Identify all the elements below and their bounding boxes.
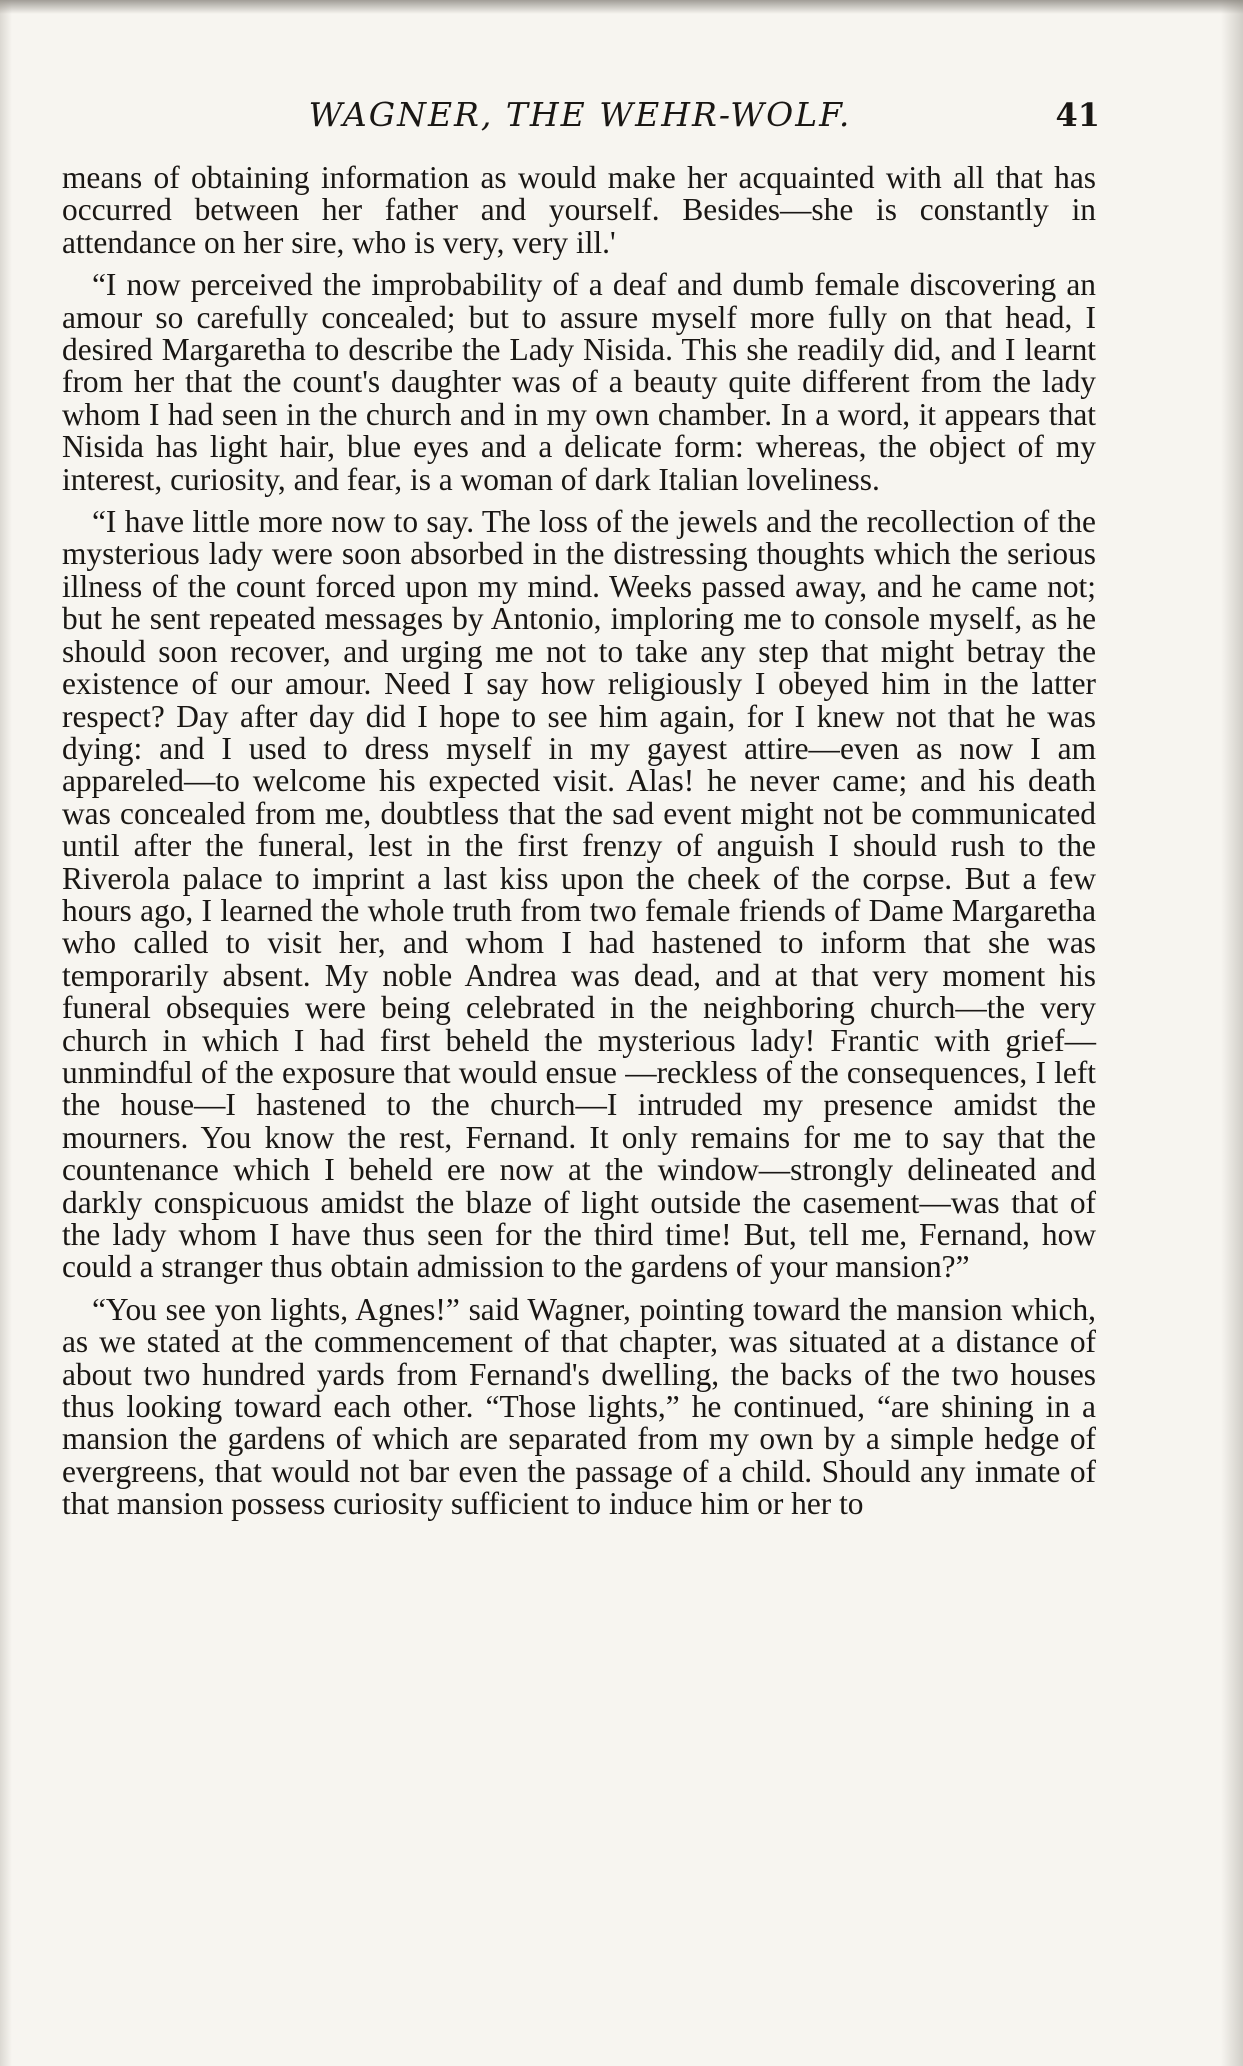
- page-edge-shadow-left: [0, 0, 12, 2066]
- body-text: [62, 162, 1096, 1531]
- page-edge-shadow-right: [1221, 0, 1243, 2066]
- page-edge-shadow-top: [0, 0, 1243, 14]
- paragraph: “I now perceived the improbability of a deaf and dumb female discovering an amour so carefully concealed; but to assure myself more fully on that head, I desired Margaretha to describe the Lady Nisida. This she readily did, and I learnt from her that the count's daughter was of a beauty quite different from the lady whom I had seen in the church and in my own chamber. In a word, it appears that Nisida has light hair, blue eyes and a delicate form: whereas, the object of my interest, curiosity, and fear, is a woman of dark Italian loveliness.: [62, 267, 1096, 497]
- paragraph: “You see yon lights, Agnes!” said Wagner, pointing toward the mansion which, as we stated at the commencement of that chapter, was situated at a distance of about two hundred yards from Fernand's dwelling, the backs of the two houses thus looking toward each other. “Those lights,” he continued, “are shining in a mansion the gardens of which are separated from my own by a simple hedge of evergreens, that would not bar even the passage of a child. Should any inmate of that mansion possess curiosity sufficient to induce him or her to: [62, 1291, 1096, 1522]
- page-header: [60, 92, 1100, 138]
- running-title: WAGNER, THE WEHR-WOLF.: [308, 95, 852, 134]
- paragraph: means of obtaining information as would make her acquainted with all that has occurred between her father and yourself. Besides—she is constantly in attendance on her sire, who is very, very ill.': [62, 160, 1096, 260]
- paragraph: “I have little more now to say. The loss of the jewels and the recollection of the mysterious lady were soon absorbed in the distressing thoughts which the serious illness of the count forced upon my mind. Weeks passed away, and he came not; but he sent repeated messages by Antonio, imploring me to console myself, as he should soon recover, and urging me not to take any step that might betray the existence of our amour. Need I say how religiously I obeyed him in the latter respect? Day after day did I hope to see him again, for I knew not that he was dying: and I used to dress myself in my gayest attire—even as now I am appareled—to welcome his expected visit. Alas! he never came; and his death was concealed from me, doubtless that the sad event might not be communicated until after the funeral, lest in the first frenzy of anguish I should rush to the Riverola palace to imprint a last kiss upon the cheek of the corpse. But a few hours ago, I learned the whole truth from two female friends of Dame Margaretha who called to visit her, and whom I had hastened to inform that she was temporarily absent. My noble Andrea was dead, and at that very moment his funeral obsequies were being celebrated in the neighboring church—the very church in which I had first beheld the mysterious lady! Frantic with grief—unmindful of the exposure that would ensue —reckless of the consequences, I left the house—I hastened to the church—I intruded my presence amidst the mourners. You know the rest, Fernand. It only remains for me to say that the countenance which I beheld ere now at the window—strongly delineated and darkly conspicuous amidst the blaze of light outside the casement—was that of the lady whom I have thus seen for the third time! But, tell me, Fernand, how could a stranger thus obtain admission to the gardens of your mansion?”: [62, 504, 1096, 1285]
- page-number: 41: [1055, 96, 1100, 134]
